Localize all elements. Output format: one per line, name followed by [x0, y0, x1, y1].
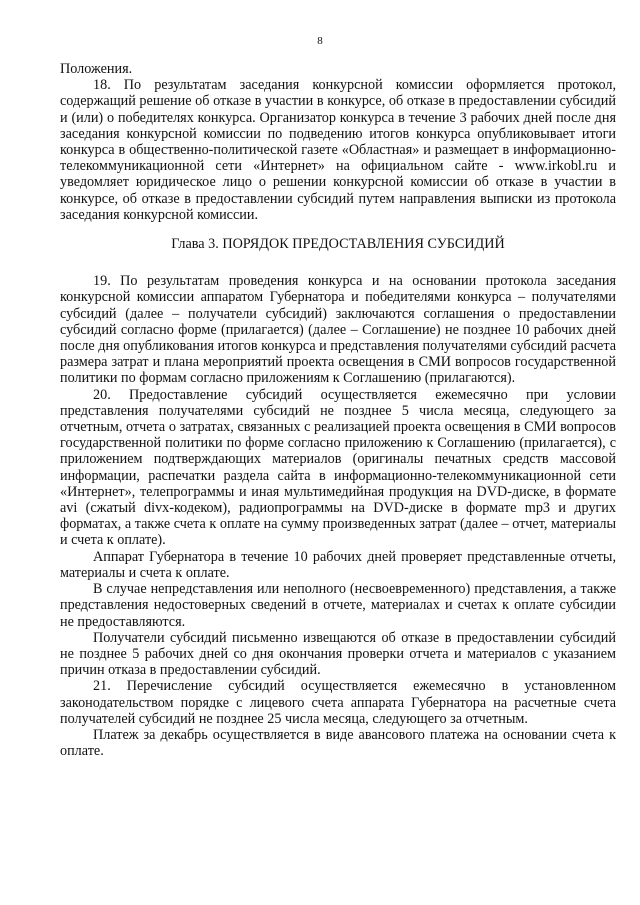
page-number: 8 — [317, 35, 323, 47]
paragraph-continuation: Положения. — [60, 61, 133, 77]
paragraph-20: 20. Предоставление субсидий осуществляется ежемесячно при условии представления получателями субсидий не позднее 5 числа месяца, следующего за отчетным, отчета о затратах, связанных с реализацией проекта освещения в СМИ вопросов государственной политики по форме согласно приложению к Соглашению (прилагается), с приложением подтверждающих материалов (оригиналы печатных средств массовой информации, распечатки раздела сайта в информационно-телекоммуникационной сети «Интернет», телепрограммы и иная мультимедийная продукция на DVD-диске, в формате avi (сжатый divx-кодеком), радиопрограммы на DVD-диске в формате mp3 и других форматах, а также счета к оплате на сумму произведенных затрат (далее – отчет, материалы и счета к оплате). — [60, 386, 616, 549]
paragraph-20-refusal-conditions: В случае непредставления или неполного (несвоевременного) представления, а также представления недостоверных сведений в отчете, материалах и счетах к оплате субсидии не предоставляются. — [60, 581, 616, 630]
document-body — [60, 61, 616, 759]
paragraph-21-december: Платеж за декабрь осуществляется в виде авансового платежа на основании счета к оплате. — [60, 726, 616, 760]
paragraph-19: 19. По результатам проведения конкурса и на основании протокола заседания конкурсной комиссии аппаратом Губернатора и победителями конкурса – получателями субсидий (далее – получатели субсидий) заключаются соглашения о предоставлении субсидий согласно форме (прилагается) (далее – Соглашение) не позднее 10 рабочих дней после дня опубликования итогов конкурса и представления получателями субсидий расчета размера затрат и плана мероприятий проекта освещения в СМИ вопросов государственной политики по формам согласно приложениям к Соглашению (прилагаются). — [60, 273, 616, 387]
chapter-heading: Глава 3. ПОРЯДОК ПРЕДОСТАВЛЕНИЯ СУБСИДИЙ — [171, 236, 505, 253]
paragraph-20-review: Аппарат Губернатора в течение 10 рабочих дней проверяет представленные отчеты, материалы и счета к оплате. — [60, 548, 616, 581]
paragraph-20-notification: Получатели субсидий письменно извещаются об отказе в предоставлении субсидий не позднее 5 рабочих дней со дня окончания проверки отчета и материалов с указанием причин отказа в предоставлении субсидий. — [60, 629, 616, 679]
paragraph-21: 21. Перечисление субсидий осуществляется ежемесячно в установленном законодательством порядке с лицевого счета аппарата Губернатора на расчетные счета получателей субсидий не позднее 25 числа месяца, следующего за отчетным. — [60, 678, 616, 727]
paragraph-18: 18. По результатам заседания конкурсной комиссии оформляется протокол, содержащий решение об отказе в участии в конкурсе, об отказе в предоставлении субсидий и (или) о победителях конкурса. Организатор конкурса в течение 3 рабочих дней после дня заседания конкурсной комиссии по подведению итогов конкурса опубликовывает итоги конкурса в общественно-политической газете «Областная» и размещает в информационно-телекоммуникационной сети «Интернет» на официальном сайте - www.irkobl.ru и уведомляет юридическое лицо о решении конкурсной комиссии об отказе в участии в конкурсе, об отказе в предоставлении субсидий путем направления выписки из протокола заседания конкурсной комиссии. — [60, 77, 616, 223]
